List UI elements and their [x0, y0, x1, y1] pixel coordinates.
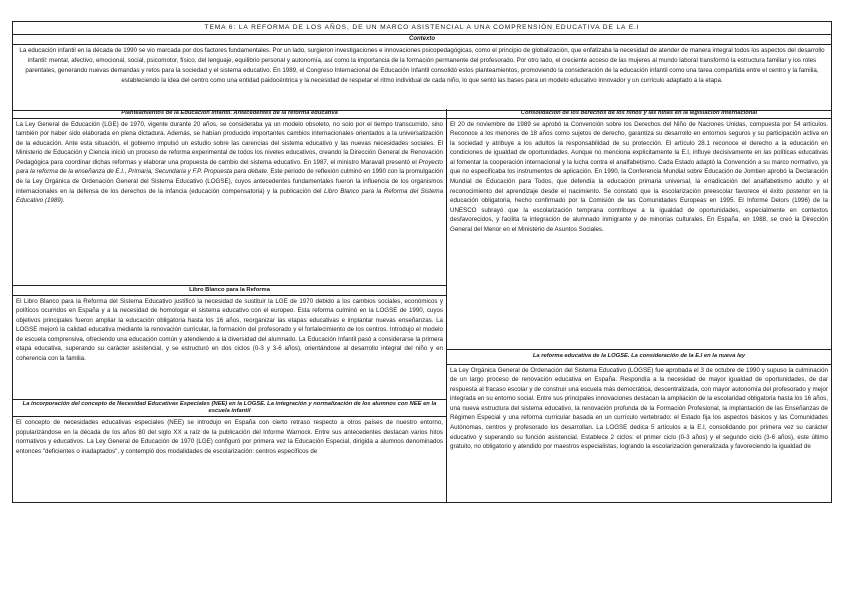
section-libro-blanco	[13, 285, 446, 399]
section-derechos	[447, 109, 831, 349]
italic-title: Proyecto para la reforma de la enseñanza de E.I., Primaria, Secundaria y F.P. Propuesta para debate	[16, 158, 443, 176]
right-column	[447, 109, 831, 502]
document-page	[12, 21, 832, 503]
section-body	[13, 119, 446, 207]
section-body: La Ley Orgánica General de Ordenación del Sistema Educativo (LOGSE) fue aprobada el 3 de octubre de 1990 y supuso la culminación de un largo proceso de renovación educativa en España. Respondía a la necesidad de mayor igualdad de oportunidades, de dar respuesta al fracaso escolar y de construir una escuela más democrática, descentralizada, con mayor autonomía del profesorado y mejor integrada en su entorno social. Entre sus principales innovaciones destacan la ampliación de la escolaridad obligatoria hasta los 16 años, una nueva estructura del sistema educativo, la renovación profunda de la Formación Profesional, la implantación de las Enseñanzas de Régimen Especial y una reforma curricular basada en un currículo vertebrado: el Estado fija los aspectos básicos y las Comunidades Autónomas, centros y profesorado los desarrollan. La LOGSE dedica 5 artículos a la E.I, consolidando por primera vez su carácter educativo y superando su función asistencial. Establece 2 ciclos: el primer ciclo (0-3 años) y el segundo ciclo (3-6 años), este último gratuito, no obligatorio y atendido por maestros especialistas, logrando la escolarización generalizada y favoreciendo la igualdad de	[450, 366, 828, 451]
section-heading: La reforma educativa de la LOGSE. La consideración de la E.I en la nueva ley	[447, 350, 831, 365]
section-logse	[447, 349, 831, 502]
italic-title: Libro Blanco para la Reforma del Sistema Educativo (1989).	[16, 187, 444, 205]
section-nee	[13, 399, 446, 502]
body-text: La Ley General de Educación (LGE) de 1970, vigente durante 20 años, se consideraba ya un modelo obsoleto, no solo por el tiempo transcurrido, sino también por haber sido elaborada en plena dictadura. Además, se habían producido importantes cambios internacionales orientados a la universalización de la educación. Ante esta situación, el gobierno impulsó un estudio sobre las carencias del sistema educativo y las nuevas necesidades sociales. El Ministerio de Educación y Ciencia inició un proceso de reforma experimental de todos los niveles educativos, creando la Dirección General de Renovación Pedagógica para coordinar dichas reformas y elaborar una propuesta de cambio del sistema educativo. En 1987, el ministro Maravall presentó el	[16, 120, 443, 166]
section-body: El Libro Blanco para la Reforma del Sistema Educativo justificó la necesidad de sustituir la LGE de 1970 debido a los cambios sociales, económicos y políticos ocurridos en España y a la necesidad de homologar el sistema educativo con el europeo. Esta reforma culminó en la LOGSE de 1990, cuyos objetivos principales fueron ampliar la educación obligatoria hasta los 16 años, reorganizar las etapas educativas e implantar nuevas enseñanzas. La LOGSE mejoró la calidad educativa mediante la renovación curricular, la formación del profesorado y el fortalecimiento de los centros. Introdujo el modelo de escuela comprensiva, ofreciendo una educación común y atendiendo a la diversidad del alumnado. La Educación Infantil pasó a considerarse la primera etapa educativa, superando su carácter asistencial, y se estructuró en dos ciclos (0-3 y 3-6 años), orientándose al desarrollo integral del niño y en coherencia con la familia.	[16, 297, 443, 363]
section-body: El concepto de necesidades educativas especiales (NEE) se introdujo en España con cierto retraso respecto a otros países de nuestro entorno, popularizándose en la década de los años 80 del siglo XX a raíz de la publicación del Informe Warnock. Entre sus antecedentes destacan varios hitos normativos y educativos. La Ley General de Educación de 1970 (LGE) configuró por primera vez la Educación Especial, dirigida a alumnos denominados entonces "deficientes o inadaptados", y contempló dos modalidades de escolarización: centros específicos de	[16, 419, 443, 455]
document-title: TEMA 6: LA REFORMA DE LOS AÑOS, DE UN MARCO ASISTENCIAL A UNA COMPRENSIÓN EDUCATIVA DE LA E.I	[13, 22, 831, 35]
section-body: El 20 de noviembre de 1989 se aprobó la Convención sobre los Derechos del Niño de Naciones Unidas, compuesta por 54 artículos. Reconoce a los menores de 18 años como sujetos de derecho, garantiza su desarrollo en entornos seguros y su participación activa en la sociedad y atribuye a los adultos la responsabilidad de su protección. El artículo 28.1 reconoce el derecho a la educación en condiciones de igualdad de oportunidades. Aunque no menciona explícitamente la E.I, influye decisivamente en las políticas educativas al fomentar la cooperación internacional y la lucha contra el analfabetismo. Cada Estado adaptó la Convención a su marco normativo, ya que no especificaba los instrumentos de aplicación. En 1990, la Conferencia Mundial sobre Educación de Jomtien aprobó la Declaración Mundial de Educación para Todos, que defendía la educación primaria universal, la erradicación del analfabetismo adulto y el reconocimiento del aprendizaje desde el nacimiento. Se constató que la escolarización preescolar favorece el éxito posterior en la educación obligatoria, hecho confirmado por la Comisión de las Comunidades Europeas en 1995. El Informe Delors (1996) de la UNESCO subrayó que la escolarización temprana contribuye a la igualdad de oportunidades, especialmente en contextos desfavorecidos, y facilita la integración de alumnado inmigrante y de minorías culturales. En España, en 1988, se creó la Dirección General del Menor en el Ministerio de Asuntos Sociales.	[450, 120, 828, 234]
section-heading: Planteamientos de la Educación Infantil. Antecedentes de la reforma educativa	[13, 109, 446, 119]
context-body: La educación infantil en la década de 1990 se vio marcada por dos factores fundamentales. Por un lado, surgieron investigaciones e innovaciones psicopedagógicas, como el principio de globalización, que enfatizaba la necesidad de atender de manera integral todos los aspectos del desarrollo infantil: mental, afectivo, emocional, social, psicomotor, físico, del lenguaje, equilibrio personal y autonomía, así como la importancia de la formación permanente del profesorado. Por otro lado, el creciente acceso de las mujeres al mundo laboral transformó la estructura familiar y los roles parentales, generando nuevas demandas y retos para la sociedad y el sistema educativo. En 1989, el Congreso Internacional de Educación Infantil consolidó estos planteamientos, promoviendo la consideración de la educación infantil como una tarea compartida entre el centro y la familia, estableciendo la idea del centro como una entidad paidocéntrica y la necesidad de respetar el ritmo individual de cada niño, lo que sentó las bases para un modelo educativo innovador y un currículo adaptado a la etapa.	[13, 45, 831, 111]
section-heading: La incorporación del concepto de Necesidad Educativas Especiales (NEE) en la LOGSE. La integración y normalización de los alumnos con NEE en la escuela infantil	[13, 400, 446, 417]
two-column-table	[13, 109, 831, 502]
section-heading: Libro Blanco para la Reforma	[13, 286, 446, 296]
left-column	[13, 109, 447, 502]
body-text: . Este periodo de reflexión culminó en 1990 con la promulgación de la Ley Orgánica de Ordenación General del Sistema Educativo (LOGSE), cuyos antecedentes fundamentales fueron la influencia de los organismos internacionales en la defensa de los derechos de la infancia (educación compensatoria) y la publicación del	[16, 168, 443, 195]
section-antecedentes	[13, 109, 446, 285]
section-heading: Consolidación de los derechos de los niños y las niñas en la legislación internacional	[447, 109, 831, 119]
context-heading: Contexto	[13, 35, 831, 45]
